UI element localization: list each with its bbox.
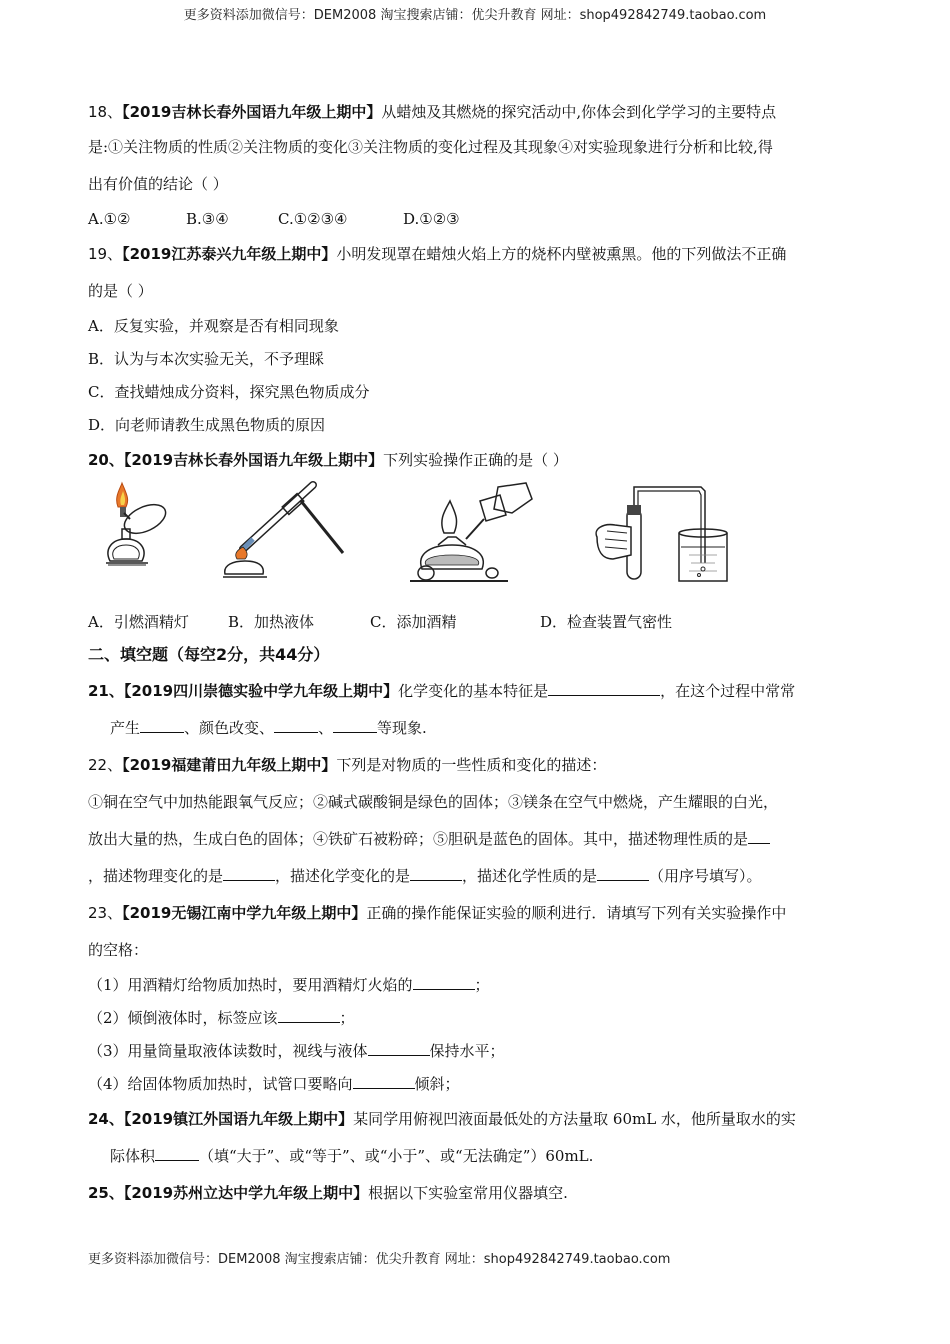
q22-line3 — [88, 821, 863, 858]
q21-blank-4[interactable] — [333, 715, 377, 733]
section-2-title — [88, 637, 863, 673]
q23-blank-2[interactable] — [278, 1005, 340, 1023]
q19-option-c: C．查找蜡烛成分资料，探究黑色物质成分 — [88, 383, 370, 401]
q19-source: 【2019江苏泰兴九年级上期中】 — [122, 245, 337, 263]
q21-text1a: 化学变化的基本特征是 — [398, 682, 549, 700]
q24-number: 24、 — [88, 1110, 124, 1128]
q24-text2a: 际体积 — [110, 1147, 156, 1165]
q20-option-a: A．引燃酒精灯 — [88, 613, 189, 631]
q20-line1 — [88, 442, 863, 479]
q23-line1 — [88, 895, 863, 932]
q21-line2 — [88, 710, 863, 747]
q25-source: 【2019苏州立达中学九年级上期中】 — [123, 1184, 369, 1202]
q20-text1: 下列实验操作正确的是（ ） — [383, 451, 568, 469]
q18-option-b: B.③④ — [186, 210, 229, 228]
q23-blank-1[interactable] — [413, 972, 475, 990]
q24-blank-1[interactable] — [155, 1143, 199, 1161]
q23-item-3 — [88, 1035, 863, 1068]
q23-source: 【2019无锡江南中学九年级上期中】 — [122, 904, 367, 922]
q22-blank-4[interactable] — [597, 863, 649, 881]
q23-item-2 — [88, 1002, 863, 1035]
q24-text1: 某同学用俯视凹液面最低处的方法量取 60mL 水，他所量取水的实 — [353, 1110, 796, 1128]
q18-options — [88, 203, 863, 236]
q19-line2: 的是（ ） — [88, 282, 153, 300]
q24-source: 【2019镇江外国语九年级上期中】 — [123, 1110, 354, 1128]
q21-text1b: ，在这个过程中常常 — [660, 682, 796, 700]
q23-item-4 — [88, 1068, 863, 1101]
page-header: 更多资料添加微信号：DEM2008 淘宝搜索店铺：优尖升教育 网址：shop492842749.taobao.com — [183, 8, 767, 23]
q21-text2d: 等现象. — [377, 719, 427, 737]
q23-item-4-text: （4）给固体物质加热时，试管口要略向 — [88, 1075, 353, 1093]
q18-line3: 出有价值的结论（ ） — [88, 175, 228, 193]
q22-blank-3[interactable] — [410, 863, 462, 881]
q20-source: 【2019吉林长春外国语九年级上期中】 — [123, 451, 384, 469]
q19-option-b: B．认为与本次实验无关，不予理睬 — [88, 350, 325, 368]
q25-line1 — [88, 1175, 863, 1212]
q22-text4c: ，描述化学性质的是 — [462, 867, 598, 885]
q21-blank-3[interactable] — [274, 715, 318, 733]
q19-text1: 小明发现罩在蜡烛火焰上方的烧杯内壁被熏黑。他的下列做法不正确 — [336, 245, 787, 263]
q18-text1: 从蜡烛及其燃烧的探究活动中,你体会到化学学习的主要特点 — [381, 103, 777, 121]
q23-line2: 的空格： — [88, 941, 149, 959]
q25-number: 25、 — [88, 1184, 124, 1202]
q23-item-2-end: ； — [339, 1009, 355, 1027]
q20-number: 20、 — [88, 451, 124, 469]
q23-item-1 — [88, 969, 863, 1002]
q23-blank-4[interactable] — [353, 1071, 415, 1089]
q21-blank-1[interactable] — [548, 678, 660, 696]
q25-text1: 根据以下实验室常用仪器填空. — [368, 1184, 568, 1202]
q22-blank-2[interactable] — [223, 863, 275, 881]
document-body — [88, 96, 863, 1212]
q23-number: 23、 — [88, 904, 123, 922]
q23-item-3-end: 保持水平； — [429, 1042, 505, 1060]
q19-line1 — [88, 236, 863, 273]
q21-text2b: 、颜色改变、 — [184, 719, 275, 737]
airtightness-check-figure — [593, 479, 733, 589]
q22-blank-1[interactable] — [748, 826, 770, 844]
heating-liquid-figure — [223, 479, 353, 584]
q18-source: 【2019吉林长春外国语九年级上期中】 — [122, 103, 382, 121]
page-footer: 更多资料添加微信号：DEM2008 淘宝搜索店铺：优尖升教育 网址：shop492842749.taobao.com — [88, 1252, 671, 1267]
q21-text2a: 产生 — [110, 719, 141, 737]
q23-item-1-text: （1）用酒精灯给物质加热时，要用酒精灯火焰的 — [88, 976, 413, 994]
section-2-heading: 二、填空题（每空2分，共44分） — [88, 645, 330, 664]
q22-line4 — [88, 858, 863, 895]
q23-item-1-end: ； — [474, 976, 490, 994]
q18-option-c: C.①②③④ — [278, 210, 348, 228]
alcohol-lamp-ignite-figure — [100, 479, 180, 579]
q22-text4d: （用序号填写）。 — [649, 867, 762, 885]
q22-line2: ①铜在空气中加热能跟氧气反应；②碱式碳酸铜是绿色的固体；③镁条在空气中燃烧，产生耀眼的白光， — [88, 793, 779, 811]
q19-number: 19、 — [88, 245, 123, 263]
q20-option-d: D．检查装置气密性 — [540, 613, 673, 631]
q19-option-d: D．向老师请教生成黑色物质的原因 — [88, 416, 326, 434]
q23-item-2-text: （2）倾倒液体时，标签应该 — [88, 1009, 278, 1027]
q20-option-b: B．加热液体 — [228, 613, 315, 631]
q21-text2c: 、 — [318, 719, 334, 737]
q19-option-a: A．反复实验，并观察是否有相同现象 — [88, 317, 339, 335]
q20-option-c: C．添加酒精 — [370, 613, 457, 631]
q21-line1 — [88, 673, 863, 710]
q23-blank-3[interactable] — [368, 1038, 430, 1056]
q18-line2: 是:①关注物质的性质②关注物质的变化③关注物质的变化过程及其现象④对实验现象进行分析和比较,得 — [88, 138, 773, 156]
q20-options — [88, 607, 863, 637]
q22-text4a: ，描述物理变化的是 — [88, 867, 224, 885]
q24-text2b: （填“大于”、或“等于”、或“小于”、或“无法确定”）60mL. — [199, 1147, 594, 1165]
q24-line1 — [88, 1101, 863, 1138]
q20-figures — [88, 479, 863, 607]
q21-source: 【2019四川崇德实验中学九年级上期中】 — [123, 682, 399, 700]
q22-number: 22、 — [88, 756, 123, 774]
q21-number: 21、 — [88, 682, 124, 700]
adding-alcohol-figure — [408, 479, 538, 589]
q22-text4b: ，描述化学变化的是 — [275, 867, 411, 885]
q18-number: 18、 — [88, 103, 123, 121]
q23-text1: 正确的操作能保证实验的顺利进行．请填写下列有关实验操作中 — [366, 904, 787, 922]
q18-line1 — [88, 96, 863, 129]
q24-line2 — [88, 1138, 863, 1175]
q23-item-3-text: （3）用量筒量取液体读数时，视线与液体 — [88, 1042, 368, 1060]
q18-option-d: D.①②③ — [403, 210, 460, 228]
q22-text3a: 放出大量的热，生成白色的固体；④铁矿石被粉碎；⑤胆矾是蓝色的固体。其中，描述物理性质的是 — [88, 830, 749, 848]
q21-blank-2[interactable] — [140, 715, 184, 733]
q23-item-4-end: 倾斜； — [414, 1075, 460, 1093]
q18-option-a: A.①② — [88, 210, 131, 228]
q22-source: 【2019福建莆田九年级上期中】 — [122, 756, 337, 774]
q22-line1 — [88, 747, 863, 784]
q22-text1: 下列是对物质的一些性质和变化的描述： — [336, 756, 607, 774]
